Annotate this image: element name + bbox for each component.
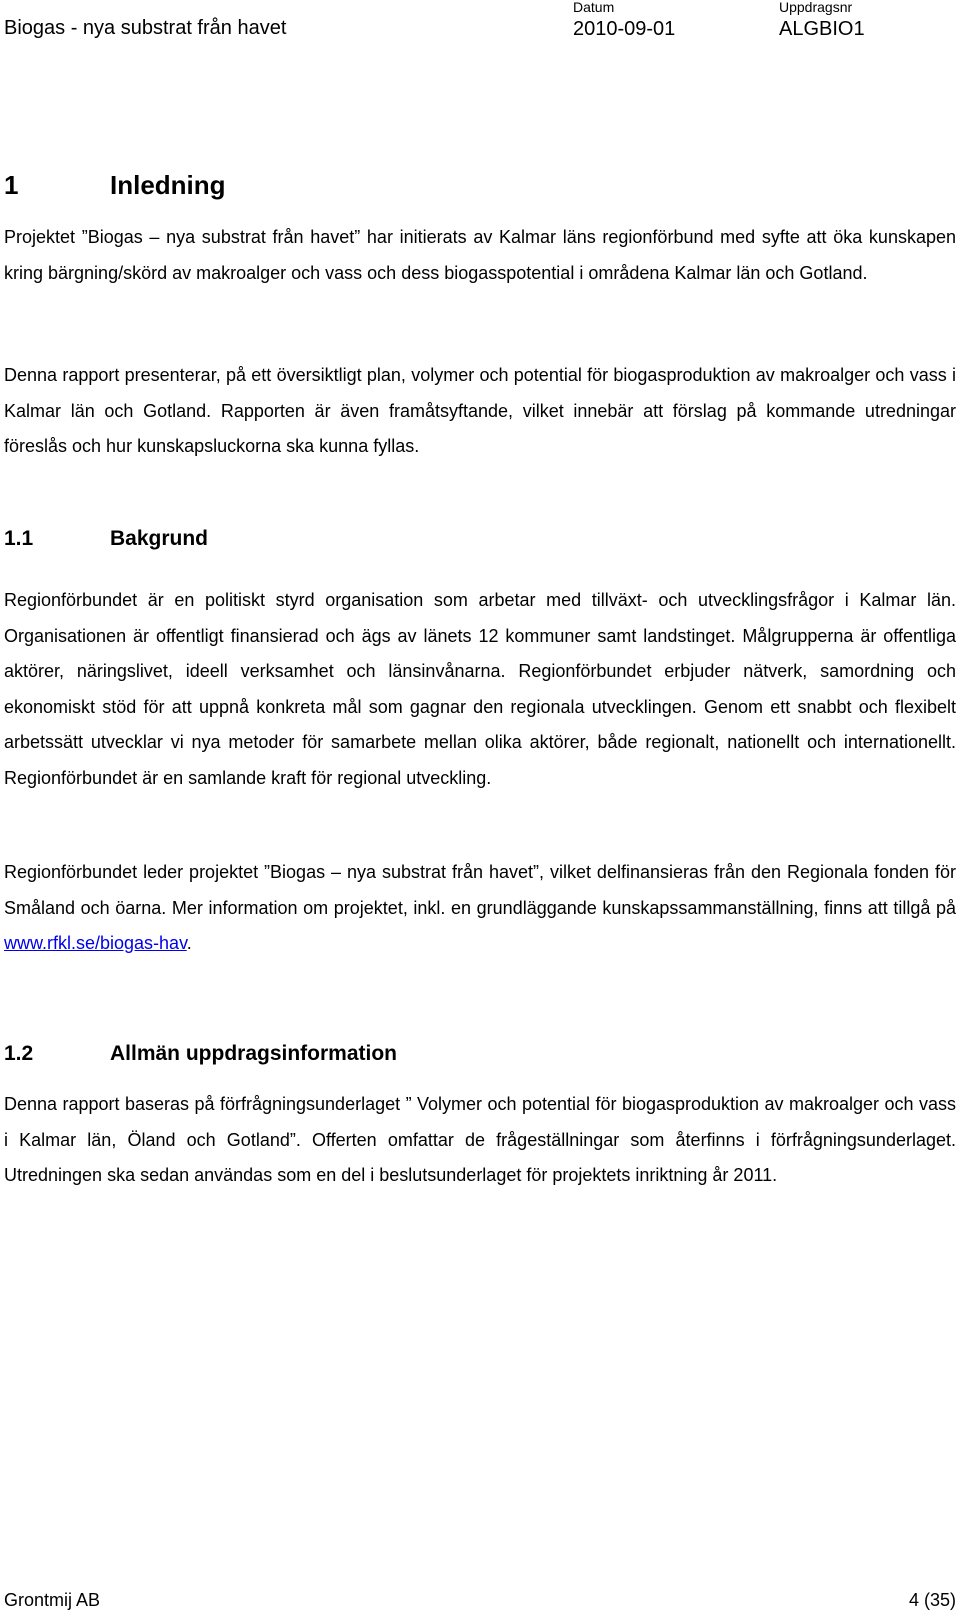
paragraph-inledning-1: Projektet ”Biogas – nya substrat från havet” har initierats av Kalmar läns regionförbund med syfte att öka kunskapen kring bärgning/skörd av makroalger och vass och dess biogasspotential i områdena Kalmar län och Gotland. [4, 227, 956, 283]
paragraph-text-end: . [186, 933, 192, 953]
heading-text: Inledning [110, 170, 226, 200]
document-title: Biogas - nya substrat från havet [4, 17, 287, 39]
heading-text: Allmän uppdragsinformation [110, 1042, 398, 1065]
page-number: 4 (35) [908, 1590, 956, 1610]
heading-number: 1 [4, 170, 19, 200]
paragraph-inledning-2: Denna rapport presenterar, på ett översiktligt plan, volymer och potential för biogasproduktion av makroalger och vass i Kalmar län och Gotland. Rapporten är även framåtsyftande, vilket innebär att förslag på kommande utredningar föreslås och hur kunskapsluckorna ska kunna fyllas. [4, 365, 956, 456]
assignment-number-value: ALGBIO1 [779, 18, 865, 40]
assignment-number-label: Uppdragsnr [779, 0, 853, 15]
assignment-number-block [779, 0, 865, 40]
heading-bakgrund [4, 527, 208, 551]
heading-number: 1.2 [4, 1042, 34, 1065]
paragraph-bakgrund-2 [4, 855, 956, 962]
company-name: Grontmij AB [4, 1590, 101, 1610]
date-block [573, 0, 675, 40]
paragraph-text: Regionförbundet leder projektet ”Biogas – nya substrat från havet”, vilket delfinansieras från den Regionala fonden för Småland och öarna. Mer information om projektet, inkl. en grundläggande kunskapssammanställning, finns att tillgå på [4, 862, 956, 918]
heading-number: 1.1 [4, 527, 34, 550]
paragraph-bakgrund-1: Regionförbundet är en politiskt styrd organisation som arbetar med tillväxt- och utvecklingsfrågor i Kalmar län. Organisationen är offentligt finansierad och ägs av länets 12 kommuner samt landstinget. Målgrupperna är offentliga aktörer, näringslivet, ideell verksamhet och länsinvånarna. Regionförbundet erbjuder nätverk, samordning och ekonomiskt stöd för att uppnå konkreta mål som gagnar den regionala utvecklingen. Genom ett snabbt och flexibelt arbetssätt utvecklar vi nya metoder för samarbete mellan olika aktörer, både regionalt, nationellt och internationellt. Regionförbundet är en samlande kraft för regional utveckling. [4, 590, 956, 788]
date-label: Datum [573, 0, 615, 15]
project-website-link[interactable]: www.rfkl.se/biogas-hav [4, 933, 187, 953]
date-value: 2010-09-01 [573, 18, 676, 40]
page-footer [4, 1590, 956, 1611]
heading-text: Bakgrund [110, 527, 209, 550]
paragraph-allman-1: Denna rapport baseras på förfrågningsunderlaget ” Volymer och potential för biogasproduktion av makroalger och vass i Kalmar län, Öland och Gotland”. Offerten omfattar de frågeställningar som återfinns i förfrågningsunderlaget. Utredningen ska sedan användas som en del i beslutsunderlaget för projektets inriktning år 2011. [4, 1094, 956, 1185]
page-header [0, 0, 960, 44]
heading-allman-uppdragsinformation [4, 1042, 397, 1066]
heading-inledning [4, 170, 226, 201]
